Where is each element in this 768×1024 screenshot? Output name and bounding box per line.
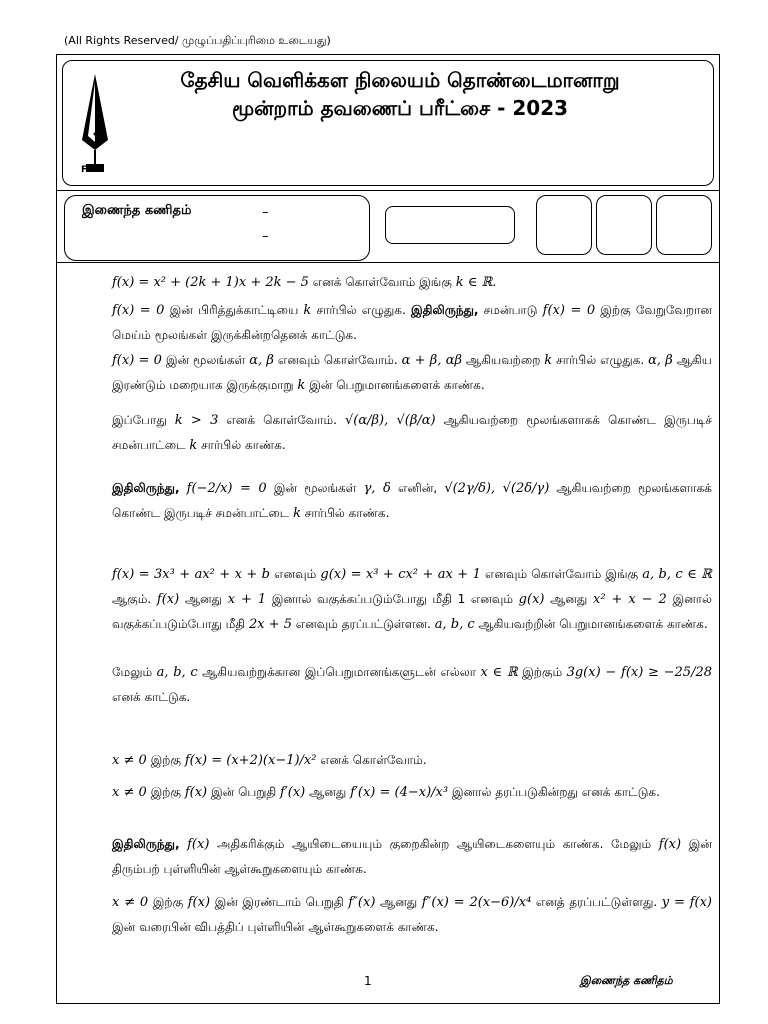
math-expression: g(x) = x³ + cx² + ax + 1	[320, 567, 481, 582]
question-text: ஆனது	[375, 895, 422, 909]
math-expression: f(x) = x² + (2k + 1)x + 2k − 5	[112, 275, 309, 290]
math-expression: √(α/β), √(β/α)	[344, 413, 436, 428]
question-text: இனால் தரப்படுகின்றது எனக் காட்டுக.	[448, 785, 660, 799]
question-paragraph	[112, 780, 712, 805]
bold-text: இதிலிருந்து,	[112, 481, 180, 495]
question-text: மேலும்	[112, 665, 157, 679]
math-expression: f(x) = 0	[112, 303, 165, 318]
question-paragraph	[112, 298, 712, 347]
question-text: இன் மூலங்கள்	[161, 353, 250, 367]
math-expression: f(x)	[184, 785, 208, 800]
bold-text: இதிலிருந்து,	[410, 303, 479, 317]
math-expression: α, β	[648, 353, 673, 368]
question-text: ஆனது	[544, 592, 593, 606]
question-text: இற்கு வேறுவேறான மெய்ம் மூலங்கள் இருக்கின்றதெனக் காட்டுக.	[112, 303, 712, 342]
logo-text: FWC	[81, 165, 104, 175]
math-expression: x ∈ ℝ	[480, 665, 518, 680]
math-expression: α + β, αβ	[401, 353, 462, 368]
question-paragraph	[112, 890, 712, 939]
question-paragraph	[112, 748, 712, 773]
math-expression: x² + x − 2	[593, 592, 667, 607]
page-number: 1	[364, 974, 372, 988]
question-text: அதிகரிக்கும் ஆயிடையையும் குறைகின்ற ஆயிடைகளையும் காண்க. மேலும்	[209, 837, 659, 851]
subject-dash-1: –	[262, 205, 269, 220]
question-text: ஆகியவற்றுக்கான இப்பெறுமானங்களுடன் எல்லா	[197, 665, 481, 679]
question-paragraph	[112, 562, 712, 637]
math-expression: γ, δ	[363, 481, 391, 496]
fwc-logo-icon	[74, 72, 116, 180]
math-expression: α, β	[249, 353, 274, 368]
question-text: ஆகியவற்றை மூலங்களாகக் கொண்ட இருபடிச் சமன்பாட்டை	[112, 481, 712, 520]
math-expression: x ≠ 0	[112, 785, 147, 800]
question-text: சார்பில் காண்க.	[197, 438, 286, 452]
question-text: எனவும் கொள்வோம் இங்கு	[480, 567, 643, 581]
question-text: ஆனது	[305, 785, 351, 799]
question-text: இப்போது	[112, 413, 175, 427]
question-text: சார்பில் எழுதுக.	[311, 303, 411, 317]
math-expression: f″(x) = 2(x−6)/x⁴	[421, 895, 532, 910]
question-text: இற்கு	[146, 785, 185, 799]
question-text: சார்பில் எழுதுக.	[552, 353, 649, 367]
math-expression: a, b, c ∈ ℝ	[642, 567, 712, 582]
question-text: ஆகும்.	[112, 592, 157, 606]
subject-dash-2: –	[262, 229, 269, 244]
question-paragraph	[112, 832, 712, 881]
footer-subject: இணைந்த கணிதம்	[580, 974, 673, 987]
math-expression: k > 3	[174, 413, 219, 428]
math-expression: k	[293, 506, 301, 521]
question-text: எனக் கொள்வோம்.	[316, 753, 427, 767]
math-expression: k ∈ ℝ.	[455, 275, 497, 290]
question-text: எனின்,	[390, 481, 445, 495]
question-paragraph	[112, 476, 712, 526]
math-expression: a, b, c	[156, 665, 198, 680]
math-expression: f(x)	[187, 837, 210, 852]
question-text: ஆகிய இரண்டும் மறையாக இருக்குமாறு	[112, 353, 712, 392]
math-expression: f(x) = 0	[112, 353, 162, 368]
math-expression: 2x + 5	[248, 617, 292, 632]
math-expression: y = f(x)	[661, 895, 712, 910]
question-text: இன் வரைபின் விபத்திப் புள்ளியின் ஆள்கூறுகளைக் காண்க.	[112, 920, 439, 934]
mark-box-1[interactable]	[536, 195, 592, 255]
math-expression: f(x)	[187, 895, 211, 910]
question-text: எனக் காட்டுக.	[112, 690, 191, 704]
question-text: இன் மூலங்கள்	[266, 481, 364, 495]
math-expression: f″(x)	[348, 895, 376, 910]
math-expression: k	[303, 303, 312, 318]
question-text: இற்கு	[146, 753, 185, 767]
bold-text: இதிலிருந்து,	[112, 837, 180, 851]
question-text	[180, 837, 188, 851]
question-text: ஆகியவற்றை	[461, 353, 545, 367]
math-expression: g(x)	[518, 592, 545, 607]
question-text: ஆகியவற்றை மூலங்களாகக் கொண்ட இருபடிச் சமன்பாட்டை	[112, 413, 713, 452]
exam-title: மூன்றாம் தவணைப் பரீட்சை - 2023	[231, 96, 569, 120]
question-text: இன் இரண்டாம் பெறுதி	[210, 895, 349, 909]
math-expression: f(x) = (x+2)(x−1)/x²	[184, 753, 317, 768]
rights-note: (All Rights Reserved/ முழுப்பதிப்புரிமை உடையது)	[64, 34, 331, 47]
question-paragraph	[112, 348, 712, 398]
question-text: சமன்பாடு	[478, 303, 543, 317]
math-expression: x ≠ 0	[112, 895, 149, 910]
question-text: எனக் கொள்வோம்.	[218, 413, 345, 427]
math-expression: f(x)	[156, 592, 180, 607]
question-text: இற்கு	[148, 895, 188, 909]
math-expression: f(x)	[658, 837, 682, 852]
math-expression: f′(x) = (4−x)/x³	[350, 785, 449, 800]
question-text: ஆகியவற்றின் பெறுமானங்களைக் காண்க.	[474, 617, 708, 631]
question-text: எனக் கொள்வோம் இங்கு	[308, 275, 456, 289]
index-number-box[interactable]	[385, 206, 515, 244]
question-text: எனவும் கொள்வோம்.	[273, 353, 402, 367]
question-text: இன் பிரித்துக்காட்டியை	[164, 303, 304, 317]
question-text	[180, 481, 187, 495]
question-text: எனவும்	[270, 567, 321, 581]
math-expression: f′(x)	[280, 785, 306, 800]
question-text: இனால் வகுக்கப்படும்போது மீதி 1 எனவும்	[266, 592, 519, 606]
math-expression: k	[544, 353, 553, 368]
question-paragraph	[112, 408, 712, 458]
mark-box-3[interactable]	[656, 195, 712, 255]
math-expression: k	[189, 438, 198, 453]
question-paragraph	[112, 270, 712, 295]
question-text: இன் திரும்பற் புள்ளியின் ஆள்கூறுகளையும் காண்க.	[112, 837, 712, 876]
question-text: இனால் வகுக்கப்படும்போது மீதி	[112, 592, 712, 631]
question-text: எனத் தரப்பட்டுள்ளது.	[531, 895, 662, 909]
math-expression: f(x) = 0	[542, 303, 596, 318]
institute-title: தேசிய வெளிக்கள நிலையம் தொண்டைமானாறு	[180, 68, 620, 92]
question-paragraph	[112, 660, 712, 709]
math-expression: a, b, c	[434, 617, 475, 632]
question-text: எனவும் தரப்பட்டுள்ளன.	[291, 617, 435, 631]
subject-name: இணைந்த கணிதம்	[82, 203, 192, 218]
math-expression: f(−2/x) = 0	[186, 481, 267, 496]
divider	[56, 190, 720, 191]
mark-box-2[interactable]	[596, 195, 652, 255]
divider	[56, 262, 720, 263]
question-text: ஆனது	[179, 592, 228, 606]
math-expression: x ≠ 0	[112, 753, 147, 768]
math-expression: √(2γ/δ), √(2δ/γ)	[444, 481, 550, 496]
question-text: இற்கும்	[517, 665, 567, 679]
question-text: இன் பெறுமானங்களைக் காண்க.	[305, 378, 485, 392]
math-expression: x + 1	[227, 592, 267, 607]
math-expression: f(x) = 3x³ + ax² + x + b	[112, 567, 271, 582]
math-expression: k	[297, 378, 306, 393]
math-expression: 3g(x) − f(x) ≥ −25/28	[566, 665, 713, 680]
question-text: இன் பெறுதி	[207, 785, 281, 799]
question-text: சார்பில் காண்க.	[300, 506, 390, 520]
